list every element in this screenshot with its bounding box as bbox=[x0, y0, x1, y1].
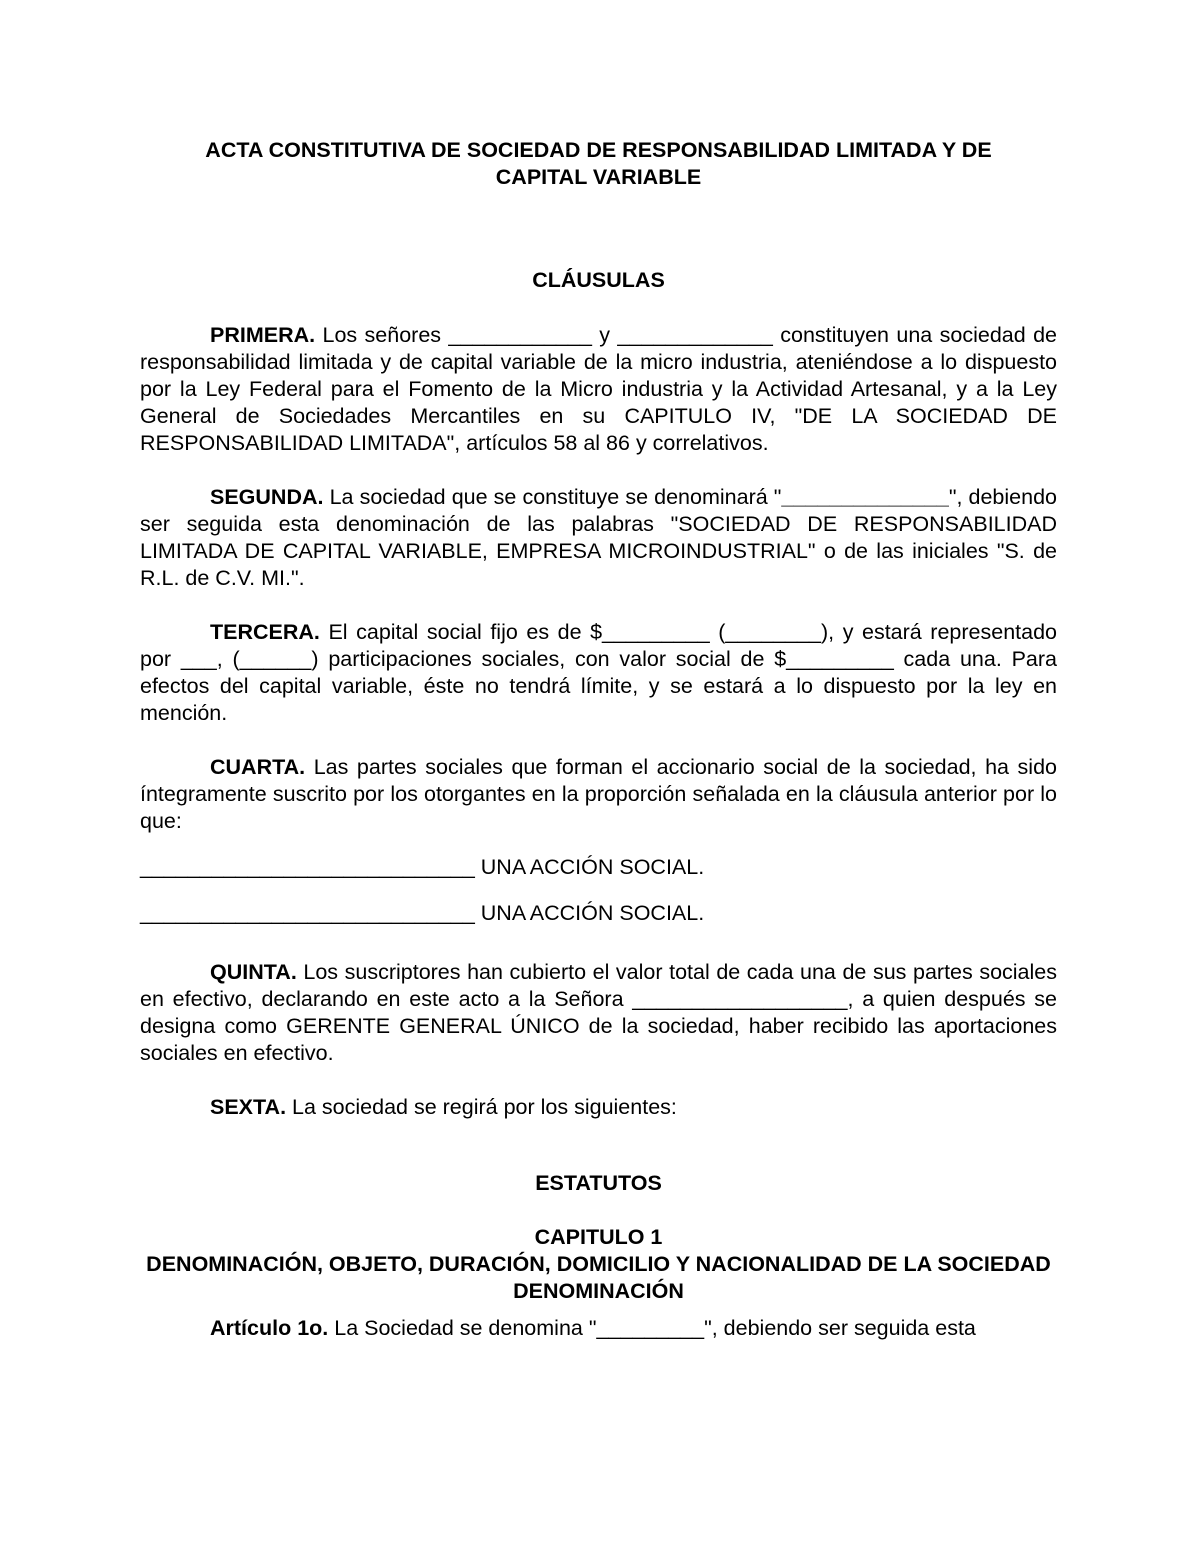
articulo-1-text: La Sociedad se denomina "_________", debiendo ser seguida esta bbox=[328, 1316, 976, 1340]
articulo-1 bbox=[140, 1315, 1057, 1342]
accion-line: ____________________________ UNA ACCIÓN SOCIAL. bbox=[140, 901, 705, 925]
capitulo-title: DENOMINACIÓN, OBJETO, DURACIÓN, DOMICILIO Y NACIONALIDAD DE LA SOCIEDAD DENOMINACIÓN bbox=[146, 1252, 1051, 1303]
clause-segunda-label: SEGUNDA. bbox=[210, 485, 324, 509]
document-body bbox=[140, 137, 1057, 1342]
clause-tercera bbox=[140, 619, 1057, 727]
clause-segunda bbox=[140, 484, 1057, 592]
clause-quinta-label: QUINTA. bbox=[210, 960, 297, 984]
clause-cuarta bbox=[140, 754, 1057, 835]
clause-segunda-text-after: ", debiendo ser seguida esta denominación de las palabras "SOCIEDAD DE RESPONSABILIDAD LIMITADA DE CAPITAL VARIABLE, EMPRESA MICROINDUSTRIAL" o de las iniciales "S. de R.L. de C.V. MI.". bbox=[140, 485, 1057, 590]
clause-quinta bbox=[140, 959, 1057, 1067]
clause-sexta-label: SEXTA. bbox=[210, 1095, 287, 1119]
estatutos-heading: ESTATUTOS bbox=[535, 1171, 662, 1195]
clausulas-heading: CLÁUSULAS bbox=[532, 268, 665, 292]
clause-quinta-text: Los suscriptores han cubierto el valor total de cada una de sus partes sociales en efectivo, declarando en este acto a la Señora __________________, a quien después se designa como GERENTE GENERAL ÚNICO de la sociedad, haber recibido las aportaciones sociales en efectivo. bbox=[140, 960, 1057, 1065]
clause-sexta-text: La sociedad se regirá por los siguientes: bbox=[286, 1095, 677, 1119]
accion-line: ____________________________ UNA ACCIÓN SOCIAL. bbox=[140, 855, 705, 879]
clause-sexta bbox=[140, 1094, 1057, 1121]
clause-tercera-text: El capital social fijo es de $_________ (________), y estará representado por ___, (______) participaciones sociales, con valor social de $_________ cada una. Para efectos del capital variable, éste no tendrá límite, y se estará a lo dispuesto por la ley en mención. bbox=[140, 620, 1057, 725]
clause-cuarta-label: CUARTA. bbox=[210, 755, 306, 779]
clause-primera bbox=[140, 322, 1057, 457]
clause-primera-label: PRIMERA. bbox=[210, 323, 316, 347]
document-title: ACTA CONSTITUTIVA DE SOCIEDAD DE RESPONSABILIDAD LIMITADA Y DE CAPITAL VARIABLE bbox=[205, 138, 992, 189]
clause-segunda-blank: ______________ bbox=[781, 485, 949, 509]
clause-cuarta-text: Las partes sociales que forman el accionario social de la sociedad, ha sido íntegramente suscrito por los otorgantes en la proporción señalada en la cláusula anterior por lo que: bbox=[140, 755, 1057, 833]
clause-primera-text: Los señores ____________ y _____________ constituyen una sociedad de responsabilidad limitada y de capital variable de la micro industria, ateniéndose a lo dispuesto por la Ley Federal para el Fomento de la Micro industria y la Actividad Artesanal, y a la Ley General de Sociedades Mercantiles en su CAPITULO IV, "DE LA SOCIEDAD DE RESPONSABILIDAD LIMITADA", artículos 58 al 86 y correlativos. bbox=[140, 323, 1057, 455]
clause-tercera-label: TERCERA. bbox=[210, 620, 320, 644]
clause-segunda-text-before: La sociedad que se constituye se denominará " bbox=[323, 485, 782, 509]
articulo-1-label: Artículo 1o. bbox=[210, 1316, 329, 1340]
capitulo-heading: CAPITULO 1 bbox=[534, 1225, 663, 1249]
